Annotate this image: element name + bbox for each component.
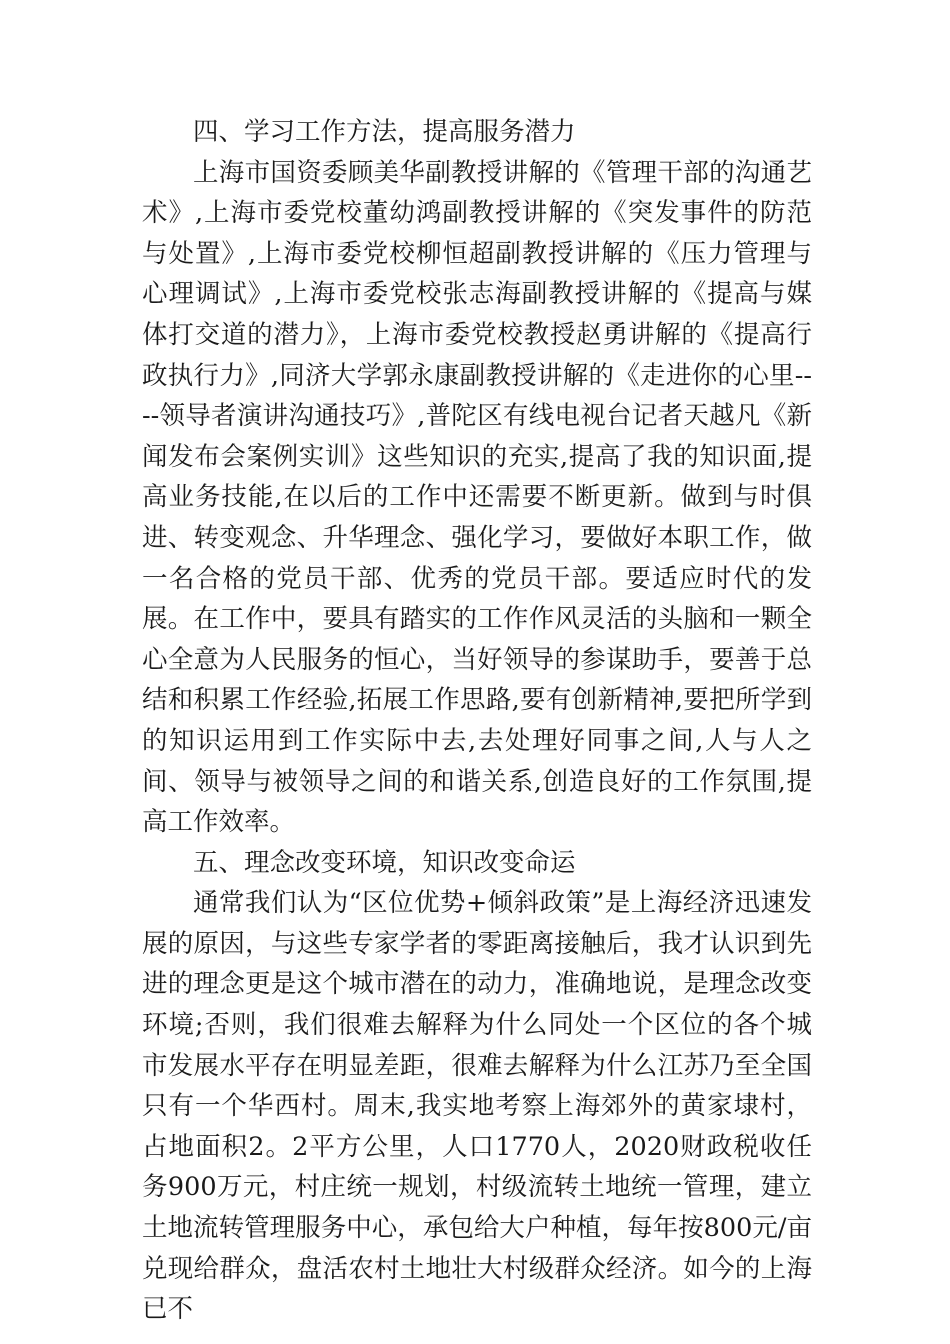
- section-paragraph-5: 通常我们认为“区位优势+倾斜政策”是上海经济迅速发展的原因，与这些专家学者的零距离接触后，我才认识到先进的理念更是这个城市潜在的动力，准确地说，是理念改变环境;否则，我们很难去解释为什么同处一个区位的各个城市发展水平存在明显差距，很难去解释为什么江苏乃至全国只有一个华西村。周末,我实地考察上海郊外的黄家埭村，占地面积2。2平方公里，人口1770人，2020财政税收任务900万元，村庄统一规划，村级流转土地统一管理，建立土地流转管理服务中心，承包给大户种植，每年按800元/亩兑现给群众，盘活农村土地壮大村级群众经济。如今的上海已不: [142, 888, 812, 1325]
- section-paragraph-4: 上海市国资委顾美华副教授讲解的《管理干部的沟通艺术》,上海市委党校董幼鸿副教授讲解的《突发事件的防范与处置》,上海市委党校柳恒超副教授讲解的《压力管理与心理调试》,上海市委党校张志海副教授讲解的《提高与媒体打交道的潜力》，上海市委党校教授赵勇讲解的《提高行政执行力》,同济大学郭永康副教授讲解的《走进你的心里----领导者演讲沟通技巧》,普陀区有线电视台记者天越凡《新闻发布会案例实训》这些知识的充实,提高了我的知识面,提高业务技能,在以后的工作中还需要不断更新。做到与时俱进、转变观念、升华理念、强化学习，要做好本职工作，做一名合格的党员干部、优秀的党员干部。要适应时代的发展。在工作中，要具有踏实的工作作风灵活的头脑和一颗全心全意为人民服务的恒心，当好领导的参谋助手，要善于总结和积累工作经验,拓展工作思路,要有创新精神,要把所学到的知识运用到工作实际中去,去处理好同事之间,人与人之间、领导与被领导之间的和谐关系,创造良好的工作氛围,提高工作效率。: [142, 157, 812, 838]
- document-body: [142, 112, 812, 1330]
- section-heading-5: 五、理念改变环境，知识改变命运: [193, 847, 576, 878]
- section-heading-4: 四、学习工作方法，提高服务潜力: [193, 117, 576, 147]
